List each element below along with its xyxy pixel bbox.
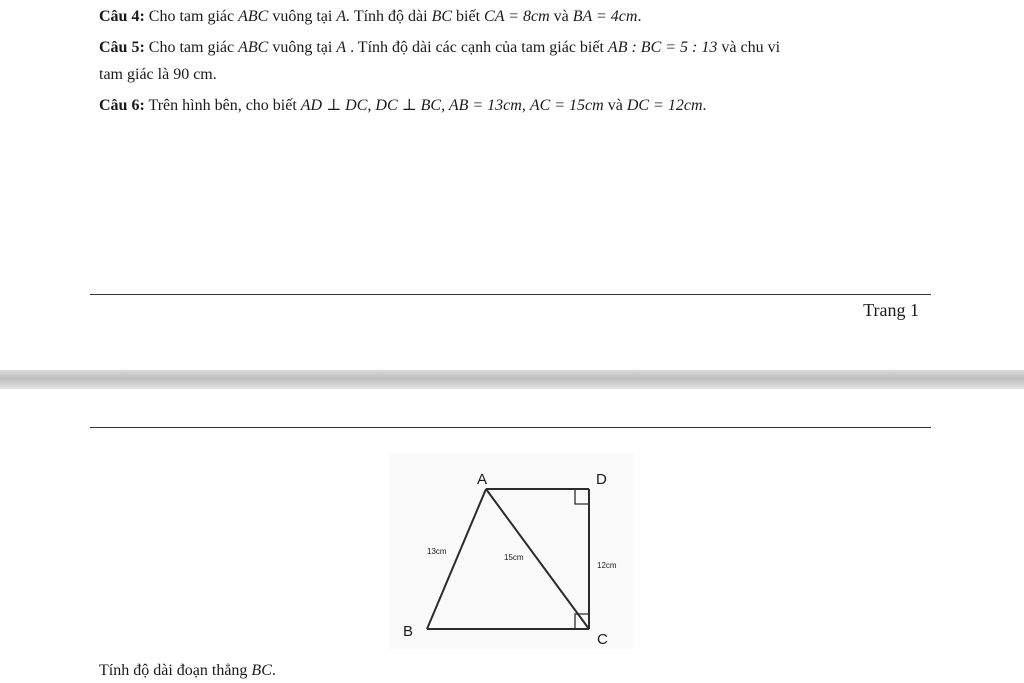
- segment-AB: [427, 489, 486, 629]
- length-label-AC: 15cm: [504, 553, 524, 562]
- text: vuông tại: [272, 39, 333, 56]
- length-label-AB: 13cm: [427, 547, 447, 556]
- math: BA = 4cm: [572, 8, 638, 25]
- question-5-label: Câu 5:: [99, 39, 145, 56]
- text: Tính độ dài: [353, 8, 428, 25]
- footer-rule: [90, 294, 931, 295]
- text: .: [271, 662, 276, 679]
- header-rule: [90, 427, 931, 428]
- math: A.: [336, 8, 351, 25]
- geometry-figure: [389, 454, 634, 649]
- text: ,: [521, 97, 526, 114]
- trapezoid-diagram: [389, 454, 634, 649]
- page-number: Trang 1: [863, 300, 919, 320]
- math: ABC: [238, 8, 269, 25]
- question-6-label: Câu 6:: [99, 97, 145, 114]
- text: Cho tam giác: [148, 8, 235, 25]
- vertex-label-C: C: [597, 631, 608, 648]
- text: và: [553, 8, 569, 25]
- math: DC = 12cm: [626, 97, 703, 114]
- page-separator: [0, 370, 1024, 389]
- math: CA = 8cm: [484, 8, 550, 25]
- math: AC = 15cm: [529, 97, 604, 114]
- figure-question: [99, 661, 276, 681]
- math: BC: [431, 8, 453, 25]
- math: AD ⊥ DC, DC ⊥ BC, AB = 13cm: [300, 97, 522, 114]
- question-5-line-2: tam giác là 90 cm.: [99, 66, 217, 83]
- vertex-label-A: A: [477, 471, 488, 488]
- text: . Tính độ dài các cạnh của tam giác biết: [350, 39, 604, 56]
- text: biết: [456, 8, 481, 25]
- math: AB : BC = 5 : 13: [607, 39, 718, 56]
- question-4-label: Câu 4:: [99, 8, 145, 25]
- text: Cho tam giác: [148, 39, 235, 56]
- text: Tính độ dài đoạn thẳng: [99, 662, 248, 679]
- question-6: [99, 96, 707, 116]
- document-page-2: [0, 389, 1024, 683]
- math: A: [336, 39, 347, 56]
- text: .: [702, 97, 707, 114]
- question-5: [99, 38, 780, 58]
- text: .: [637, 8, 642, 25]
- text: và chu vi: [721, 39, 781, 56]
- length-label-DC: 12cm: [597, 561, 617, 570]
- segment-AC: [486, 489, 589, 629]
- text: Trên hình bên, cho biết: [148, 97, 297, 114]
- math: ABC: [238, 39, 269, 56]
- text: vuông tại: [272, 8, 333, 25]
- text: và: [607, 97, 623, 114]
- vertex-label-B: B: [403, 623, 414, 640]
- right-angle-mark-D: [575, 489, 589, 504]
- vertex-label-D: D: [596, 471, 607, 488]
- question-4: [99, 7, 641, 27]
- math: BC: [251, 662, 272, 679]
